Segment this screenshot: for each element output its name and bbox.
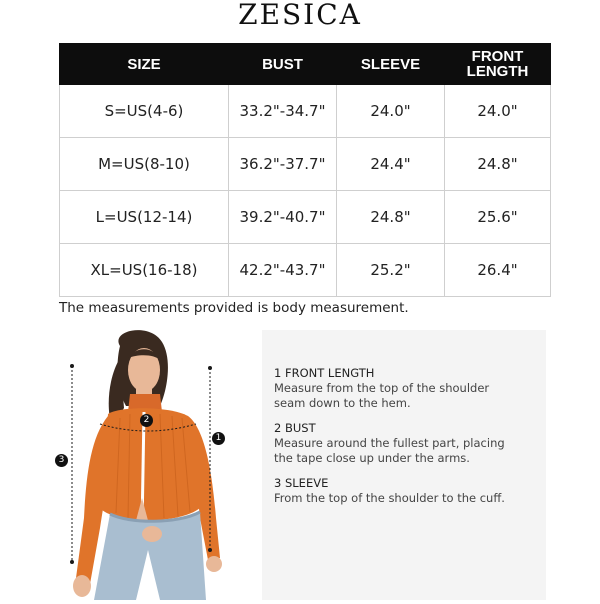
cell-bust: 33.2"-34.7" [229,85,337,138]
cell-sleeve: 25.2" [337,244,445,297]
size-chart-table [59,43,551,297]
table-row [60,191,551,244]
guide-desc-line: seam down to the hem. [274,396,411,410]
guide-desc-line: Measure from the top of the shoulder [274,381,490,395]
guide-desc-line: the tape close up under the arms. [274,451,470,465]
cell-bust: 36.2"-37.7" [229,138,337,191]
model-figure [50,328,250,600]
table-header-row [60,44,551,85]
cell-front-length: 24.0" [445,85,551,138]
table-row [60,244,551,297]
cell-sleeve: 24.4" [337,138,445,191]
cell-front-length: 24.8" [445,138,551,191]
guide-bust [274,421,538,466]
cell-sleeve: 24.0" [337,85,445,138]
model-illustration [50,328,250,600]
header-bust: BUST [229,44,337,85]
table-row [60,138,551,191]
guide-title: 2 BUST [274,421,316,435]
cell-front-length: 25.6" [445,191,551,244]
cell-bust: 39.2"-40.7" [229,191,337,244]
measurement-guide [262,330,546,600]
header-front-length: FRONT LENGTH [445,44,551,85]
cell-size: M=US(8-10) [60,138,229,191]
cell-size: XL=US(16-18) [60,244,229,297]
measurement-note: The measurements provided is body measurement. [59,300,409,316]
guide-title: 1 FRONT LENGTH [274,366,375,380]
guide-title: 3 SLEEVE [274,476,329,490]
guide-desc-line: Measure around the fullest part, placing [274,436,505,450]
table-row [60,85,551,138]
marker-sleeve: 3 [55,454,68,467]
cell-sleeve: 24.8" [337,191,445,244]
cell-front-length: 26.4" [445,244,551,297]
guide-desc-line: From the top of the shoulder to the cuff. [274,491,505,505]
header-size: SIZE [60,44,229,85]
guide-sleeve [274,476,538,506]
guide-front-length [274,366,538,411]
cell-size: L=US(12-14) [60,191,229,244]
marker-bust: 2 [140,414,153,427]
marker-front-length: 1 [212,432,225,445]
cell-bust: 42.2"-43.7" [229,244,337,297]
brand-logo: ZESICA [238,0,362,31]
header-sleeve: SLEEVE [337,44,445,85]
cell-size: S=US(4-6) [60,85,229,138]
